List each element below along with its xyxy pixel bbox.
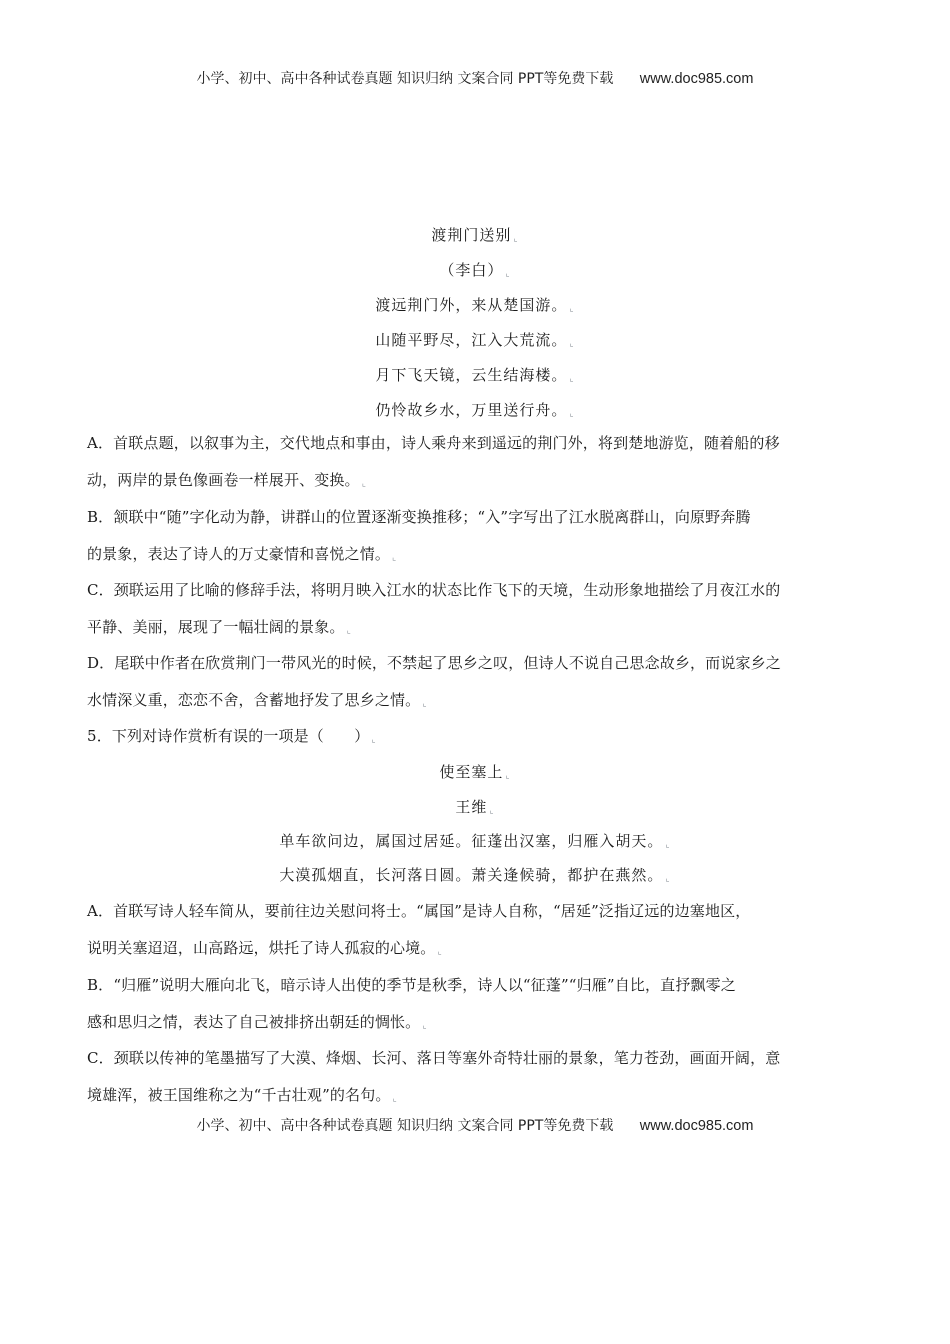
header-banner — [0, 68, 950, 88]
header-banner-text: 小学、初中、高中各种试卷真题 知识归纳 文案合同 PPT等免费下载 — [196, 71, 614, 87]
option-a-line1: A．首联点题，以叙事为主，交代地点和事由，诗人乘舟来到遥远的荆门外，将到楚地游览，随着船的移 — [87, 434, 780, 452]
poem1-title: 渡荆门送别 ⌞ — [431, 226, 519, 244]
q5-option-c-line2: 境雄浑，被王国维称之为“千古壮观”的名句。 ⌞ — [87, 1086, 397, 1104]
option-d-line1: D．尾联中作者在欣赏荆门一带风光的时候，不禁起了思乡之叹，但诗人不说自己思念故乡，而说家乡之 — [87, 654, 781, 672]
footer-banner-url[interactable]: www.doc985.com — [639, 1118, 754, 1134]
option-b-line1: B．颔联中“随”字化动为静，讲群山的位置逐渐变换推移；“入”字写出了江水脱离群山，向原野奔腾 — [87, 508, 751, 526]
q5-option-b-line2: 感和思归之情，表达了自己被排挤出朝廷的惆怅。 ⌞ — [87, 1013, 427, 1031]
poem1-line: 月下飞天镜，云生结海楼。 ⌞ — [375, 366, 575, 384]
poem2-line: 单车欲问边，属国过居延。征蓬出汉塞，归雁入胡天。 ⌞ — [279, 832, 671, 850]
header-banner-url[interactable]: www.doc985.com — [639, 71, 754, 87]
option-a-line2: 动，两岸的景色像画卷一样展开、变换。 ⌞ — [87, 471, 367, 489]
poem2-author: 王维 ⌞ — [455, 798, 495, 816]
question5-stem: 5．下列对诗作赏析有误的一项是（ ） ⌞ — [87, 727, 376, 745]
option-b-line2: 的景象，表达了诗人的万丈豪情和喜悦之情。 ⌞ — [87, 545, 397, 563]
q5-option-b-line1: B．“归雁”说明大雁向北飞，暗示诗人出使的季节是秋季，诗人以“征蓬”“归雁”自比，直抒飘零之 — [87, 976, 736, 994]
poem1-line: 山随平野尽，江入大荒流。 ⌞ — [375, 331, 575, 349]
q5-option-a-line2: 说明关塞迢迢，山高路远，烘托了诗人孤寂的心境。 ⌞ — [87, 939, 442, 957]
option-c-line2: 平静、美丽，展现了一幅壮阔的景象。 ⌞ — [87, 618, 351, 636]
poem2-title: 使至塞上 ⌞ — [439, 763, 511, 781]
q5-option-a-line1: A．首联写诗人轻车简从，要前往边关慰问将士。“属国”是诗人自称，“居延”泛指辽远的边塞地区， — [87, 902, 751, 920]
footer-banner — [0, 1115, 950, 1135]
option-c-line1: C．颈联运用了比喻的修辞手法，将明月映入江水的状态比作飞下的天境，生动形象地描绘了月夜江水的 — [87, 581, 781, 599]
footer-banner-text: 小学、初中、高中各种试卷真题 知识归纳 文案合同 PPT等免费下载 — [196, 1118, 614, 1134]
poem1-line: 仍怜故乡水，万里送行舟。 ⌞ — [375, 401, 575, 419]
poem1-line: 渡远荆门外，来从楚国游。 ⌞ — [375, 296, 575, 314]
q5-option-c-line1: C．颈联以传神的笔墨描写了大漠、烽烟、长河、落日等塞外奇特壮丽的景象，笔力苍劲，画面开阔，意 — [87, 1049, 781, 1067]
option-d-line2: 水情深义重，恋恋不舍，含蓄地抒发了思乡之情。 ⌞ — [87, 691, 427, 709]
poem1-author: （李白） ⌞ — [439, 261, 511, 279]
poem2-line: 大漠孤烟直，长河落日圆。萧关逢候骑，都护在燕然。 ⌞ — [279, 866, 671, 884]
